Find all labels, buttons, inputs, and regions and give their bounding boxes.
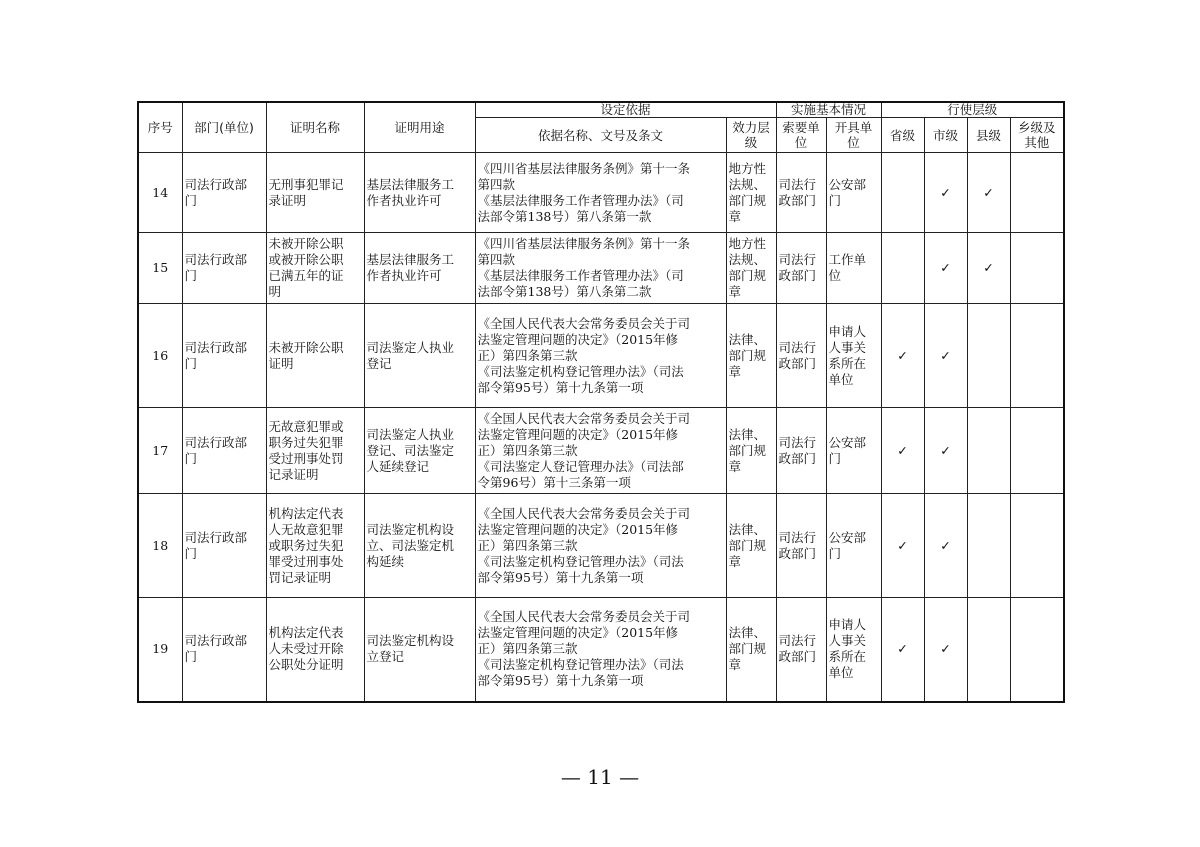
row-seq: 18 bbox=[138, 494, 182, 598]
row-legal-level: 法律、 部门规 章 bbox=[726, 304, 776, 408]
row-legal-level: 法律、 部门规 章 bbox=[726, 598, 776, 702]
row-requester: 司法行 政部门 bbox=[776, 408, 826, 494]
row-cert-name: 未被开除公职 或被开除公职 已满五年的证 明 bbox=[266, 233, 364, 304]
row-town-check bbox=[1010, 408, 1064, 494]
row-requester: 司法行 政部门 bbox=[776, 233, 826, 304]
row-dept: 司法行政部 门 bbox=[182, 153, 266, 233]
header-dept: 部门(单位) bbox=[182, 102, 266, 153]
row-province-check: ✓ bbox=[881, 408, 924, 494]
row-county-check: ✓ bbox=[967, 153, 1010, 233]
row-town-check bbox=[1010, 153, 1064, 233]
row-town-check bbox=[1010, 304, 1064, 408]
certificate-list-table bbox=[137, 101, 1065, 703]
row-legal-level: 法律、 部门规 章 bbox=[726, 494, 776, 598]
row-province-check bbox=[881, 233, 924, 304]
row-county-check bbox=[967, 408, 1010, 494]
row-dept: 司法行政部 门 bbox=[182, 233, 266, 304]
header-county: 县级 bbox=[967, 118, 1010, 153]
row-requester: 司法行 政部门 bbox=[776, 494, 826, 598]
table-row bbox=[138, 233, 1064, 304]
table-row bbox=[138, 408, 1064, 494]
header-cert-name: 证明名称 bbox=[266, 102, 364, 153]
row-requester: 司法行 政部门 bbox=[776, 598, 826, 702]
row-city-check: ✓ bbox=[924, 598, 967, 702]
row-city-check: ✓ bbox=[924, 153, 967, 233]
row-seq: 19 bbox=[138, 598, 182, 702]
row-legal-level: 地方性 法规、 部门规 章 bbox=[726, 233, 776, 304]
row-requester: 司法行 政部门 bbox=[776, 153, 826, 233]
header-impl-group: 实施基本情况 bbox=[776, 102, 881, 118]
row-purpose: 司法鉴定机构设 立登记 bbox=[364, 598, 475, 702]
row-county-check bbox=[967, 598, 1010, 702]
row-seq: 14 bbox=[138, 153, 182, 233]
row-issuer: 工作单 位 bbox=[826, 233, 881, 304]
header-row-top bbox=[138, 102, 1064, 118]
row-issuer: 申请人 人事关 系所在 单位 bbox=[826, 304, 881, 408]
row-purpose: 司法鉴定人执业 登记、司法鉴定 人延续登记 bbox=[364, 408, 475, 494]
header-requesting-unit: 索要单 位 bbox=[776, 118, 826, 153]
row-dept: 司法行政部 门 bbox=[182, 304, 266, 408]
row-basis: 《全国人民代表大会常务委员会关于司 法鉴定管理问题的决定》（2015年修 正）第四条第三款 《司法鉴定机构登记管理办法》（司法 部令第95号）第十九条第一项 bbox=[475, 598, 726, 702]
row-cert-name: 机构法定代表 人未受过开除 公职处分证明 bbox=[266, 598, 364, 702]
row-dept: 司法行政部 门 bbox=[182, 598, 266, 702]
row-dept: 司法行政部 门 bbox=[182, 494, 266, 598]
row-dept: 司法行政部 门 bbox=[182, 408, 266, 494]
row-province-check: ✓ bbox=[881, 494, 924, 598]
row-basis: 《全国人民代表大会常务委员会关于司 法鉴定管理问题的决定》（2015年修 正）第四条第三款 《司法鉴定机构登记管理办法》（司法 部令第95号）第十九条第一项 bbox=[475, 304, 726, 408]
row-issuer: 公安部 门 bbox=[826, 408, 881, 494]
header-issuing-unit: 开具单 位 bbox=[826, 118, 881, 153]
row-legal-level: 地方性 法规、 部门规 章 bbox=[726, 153, 776, 233]
header-basis-group: 设定依据 bbox=[475, 102, 776, 118]
row-issuer: 公安部 门 bbox=[826, 494, 881, 598]
header-exercise-group: 行使层级 bbox=[881, 102, 1064, 118]
row-issuer: 公安部 门 bbox=[826, 153, 881, 233]
header-basis-doc: 依据名称、文号及条文 bbox=[475, 118, 726, 153]
row-purpose: 基层法律服务工 作者执业许可 bbox=[364, 153, 475, 233]
header-seq: 序号 bbox=[138, 102, 182, 153]
row-town-check bbox=[1010, 233, 1064, 304]
row-town-check bbox=[1010, 494, 1064, 598]
row-cert-name: 机构法定代表 人无故意犯罪 或职务过失犯 罪受过刑事处 罚记录证明 bbox=[266, 494, 364, 598]
table-row bbox=[138, 304, 1064, 408]
header-city: 市级 bbox=[924, 118, 967, 153]
row-basis: 《全国人民代表大会常务委员会关于司 法鉴定管理问题的决定》（2015年修 正）第四条第三款 《司法鉴定机构登记管理办法》（司法 部令第95号）第十九条第一项 bbox=[475, 494, 726, 598]
row-purpose: 司法鉴定人执业 登记 bbox=[364, 304, 475, 408]
row-cert-name: 无故意犯罪或 职务过失犯罪 受过刑事处罚 记录证明 bbox=[266, 408, 364, 494]
row-basis: 《四川省基层法律服务条例》第十一条 第四款 《基层法律服务工作者管理办法》（司 法部令第138号）第八条第一款 bbox=[475, 153, 726, 233]
row-province-check: ✓ bbox=[881, 304, 924, 408]
header-legal-level: 效力层 级 bbox=[726, 118, 776, 153]
row-basis: 《四川省基层法律服务条例》第十一条 第四款 《基层法律服务工作者管理办法》（司 法部令第138号）第八条第二款 bbox=[475, 233, 726, 304]
row-city-check: ✓ bbox=[924, 494, 967, 598]
row-purpose: 基层法律服务工 作者执业许可 bbox=[364, 233, 475, 304]
table-row bbox=[138, 598, 1064, 702]
row-basis: 《全国人民代表大会常务委员会关于司 法鉴定管理问题的决定》（2015年修 正）第四条第三款 《司法鉴定人登记管理办法》（司法部 令第96号）第十三条第一项 bbox=[475, 408, 726, 494]
row-county-check bbox=[967, 494, 1010, 598]
row-town-check bbox=[1010, 598, 1064, 702]
row-seq: 15 bbox=[138, 233, 182, 304]
row-city-check: ✓ bbox=[924, 233, 967, 304]
row-issuer: 申请人 人事关 系所在 单位 bbox=[826, 598, 881, 702]
row-province-check bbox=[881, 153, 924, 233]
row-cert-name: 无刑事犯罪记 录证明 bbox=[266, 153, 364, 233]
row-province-check: ✓ bbox=[881, 598, 924, 702]
header-province: 省级 bbox=[881, 118, 924, 153]
row-city-check: ✓ bbox=[924, 304, 967, 408]
table-row bbox=[138, 153, 1064, 233]
row-requester: 司法行 政部门 bbox=[776, 304, 826, 408]
row-purpose: 司法鉴定机构设 立、司法鉴定机 构延续 bbox=[364, 494, 475, 598]
row-legal-level: 法律、 部门规 章 bbox=[726, 408, 776, 494]
row-cert-name: 未被开除公职 证明 bbox=[266, 304, 364, 408]
table-row bbox=[138, 494, 1064, 598]
row-seq: 17 bbox=[138, 408, 182, 494]
header-town: 乡级及 其他 bbox=[1010, 118, 1064, 153]
page-number: — 11 — bbox=[560, 765, 640, 789]
row-county-check: ✓ bbox=[967, 233, 1010, 304]
header-purpose: 证明用途 bbox=[364, 102, 475, 153]
row-city-check: ✓ bbox=[924, 408, 967, 494]
row-seq: 16 bbox=[138, 304, 182, 408]
row-county-check bbox=[967, 304, 1010, 408]
